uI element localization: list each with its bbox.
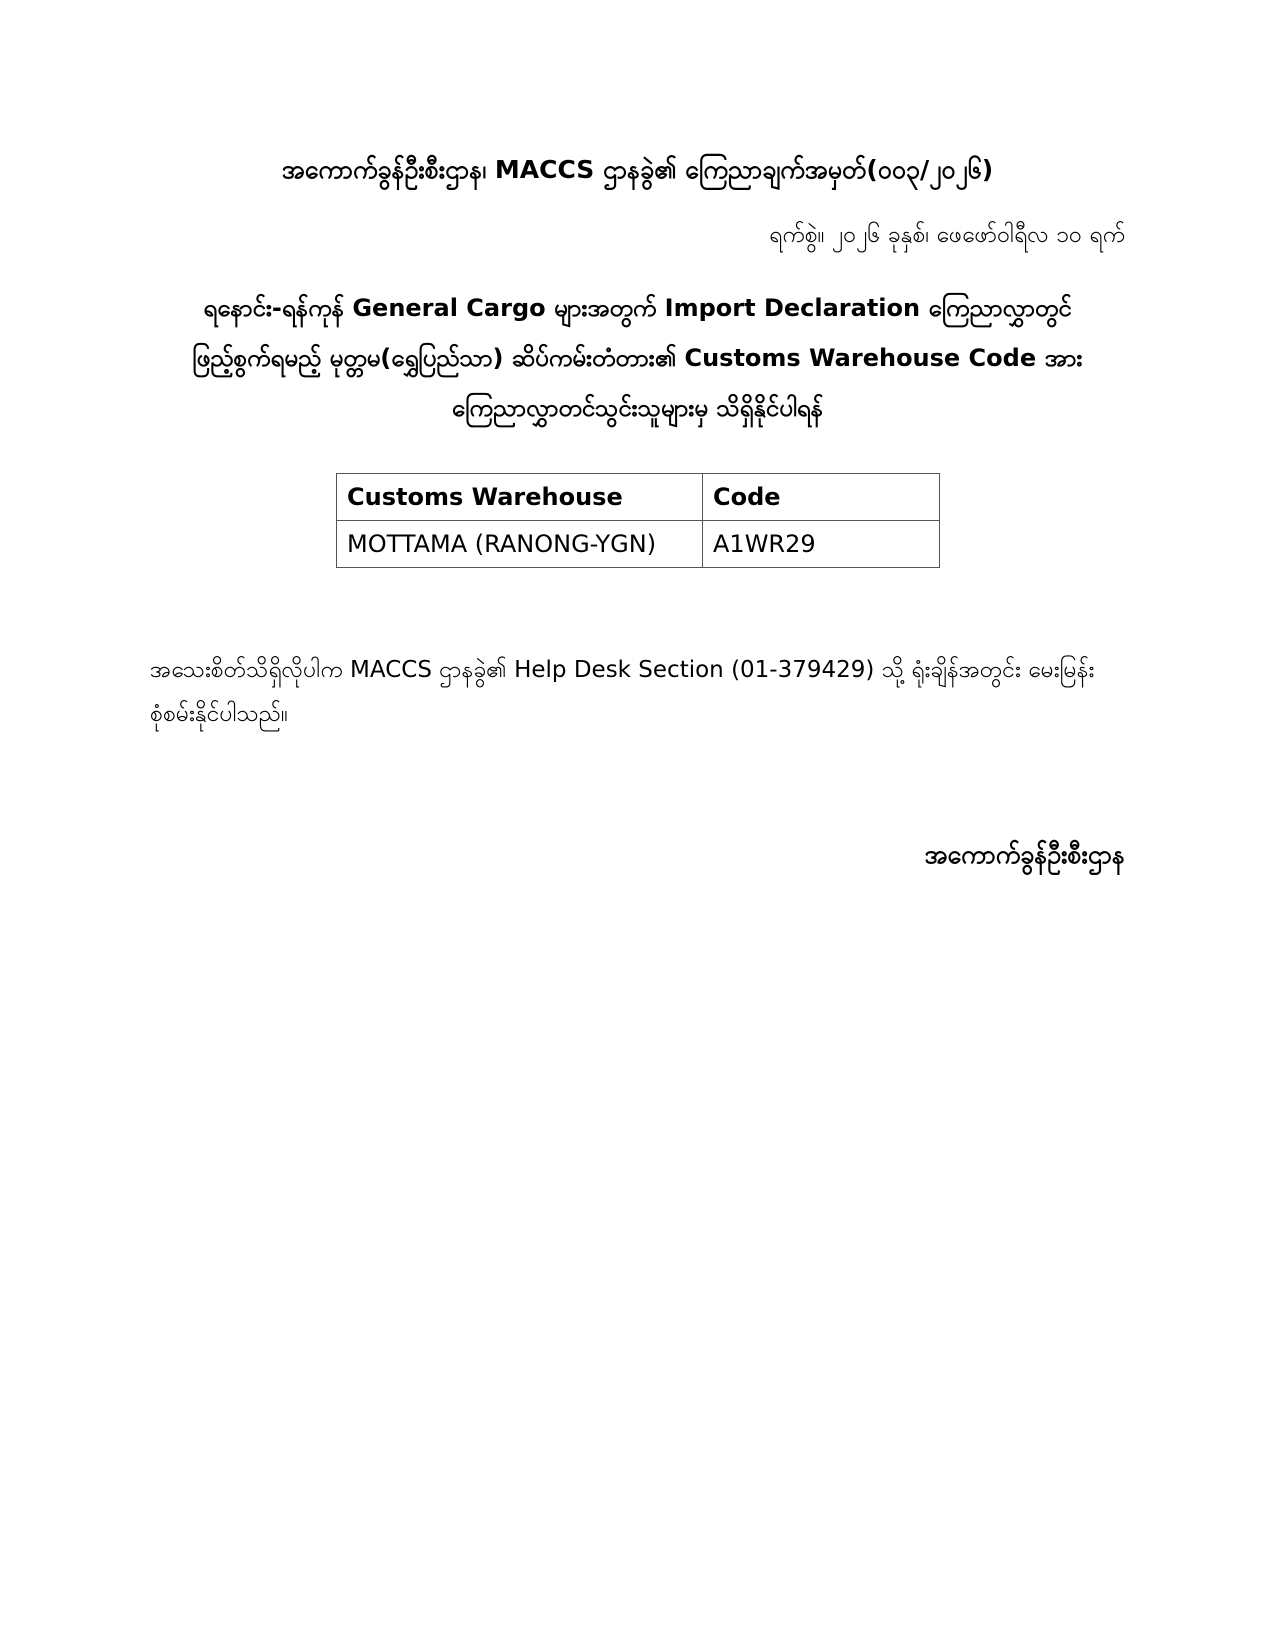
subject-line-1: ရနောင်း-ရန်ကုန် General Cargo များအတွက် Import Declaration ကြေညာလွှာတွင် <box>203 294 1072 322</box>
code-cell: A1WR29 <box>703 521 940 568</box>
table-row <box>337 521 940 568</box>
notice-title: အကောက်ခွန်ဦးစီးဌာန၊ MACCS ဌာနခွဲ၏ ကြေညာချက်အမှတ်(၀၀၃/၂၀၂၆) <box>281 155 994 184</box>
table-header-row <box>337 474 940 521</box>
notice-subject <box>150 283 1125 433</box>
notice-date: ရက်စွဲ။ ၂၀၂၆ ခုနှစ်၊ ဖေဖော်ဝါရီလ ၁၀ ရက် <box>769 222 1125 248</box>
column-header-warehouse: Customs Warehouse <box>337 474 703 521</box>
signature: အကောက်ခွန်ဦးစီးဌာန <box>924 840 1125 869</box>
column-header-code: Code <box>703 474 940 521</box>
warehouse-code-table <box>336 473 940 568</box>
subject-line-2: ဖြည့်စွက်ရမည့် မုတ္တမ(ရွှေပြည်သာ) ဆိပ်ကမ်းတံတား၏ Customs Warehouse Code အား <box>192 344 1083 372</box>
warehouse-cell: MOTTAMA (RANONG-YGN) <box>337 521 703 568</box>
help-desk-paragraph: အသေးစိတ်သိရှိလိုပါက MACCS ဌာနခွဲ၏ Help Desk Section (01-379429) သို့ ရုံးချိန်အတွင်း မေးမြန်းစုံစမ်းနိုင်ပါသည်။ <box>150 657 1095 727</box>
subject-line-3: ကြေညာလွှာတင်သွင်းသူများမှ သိရှိနိုင်ပါရန် <box>451 394 824 422</box>
